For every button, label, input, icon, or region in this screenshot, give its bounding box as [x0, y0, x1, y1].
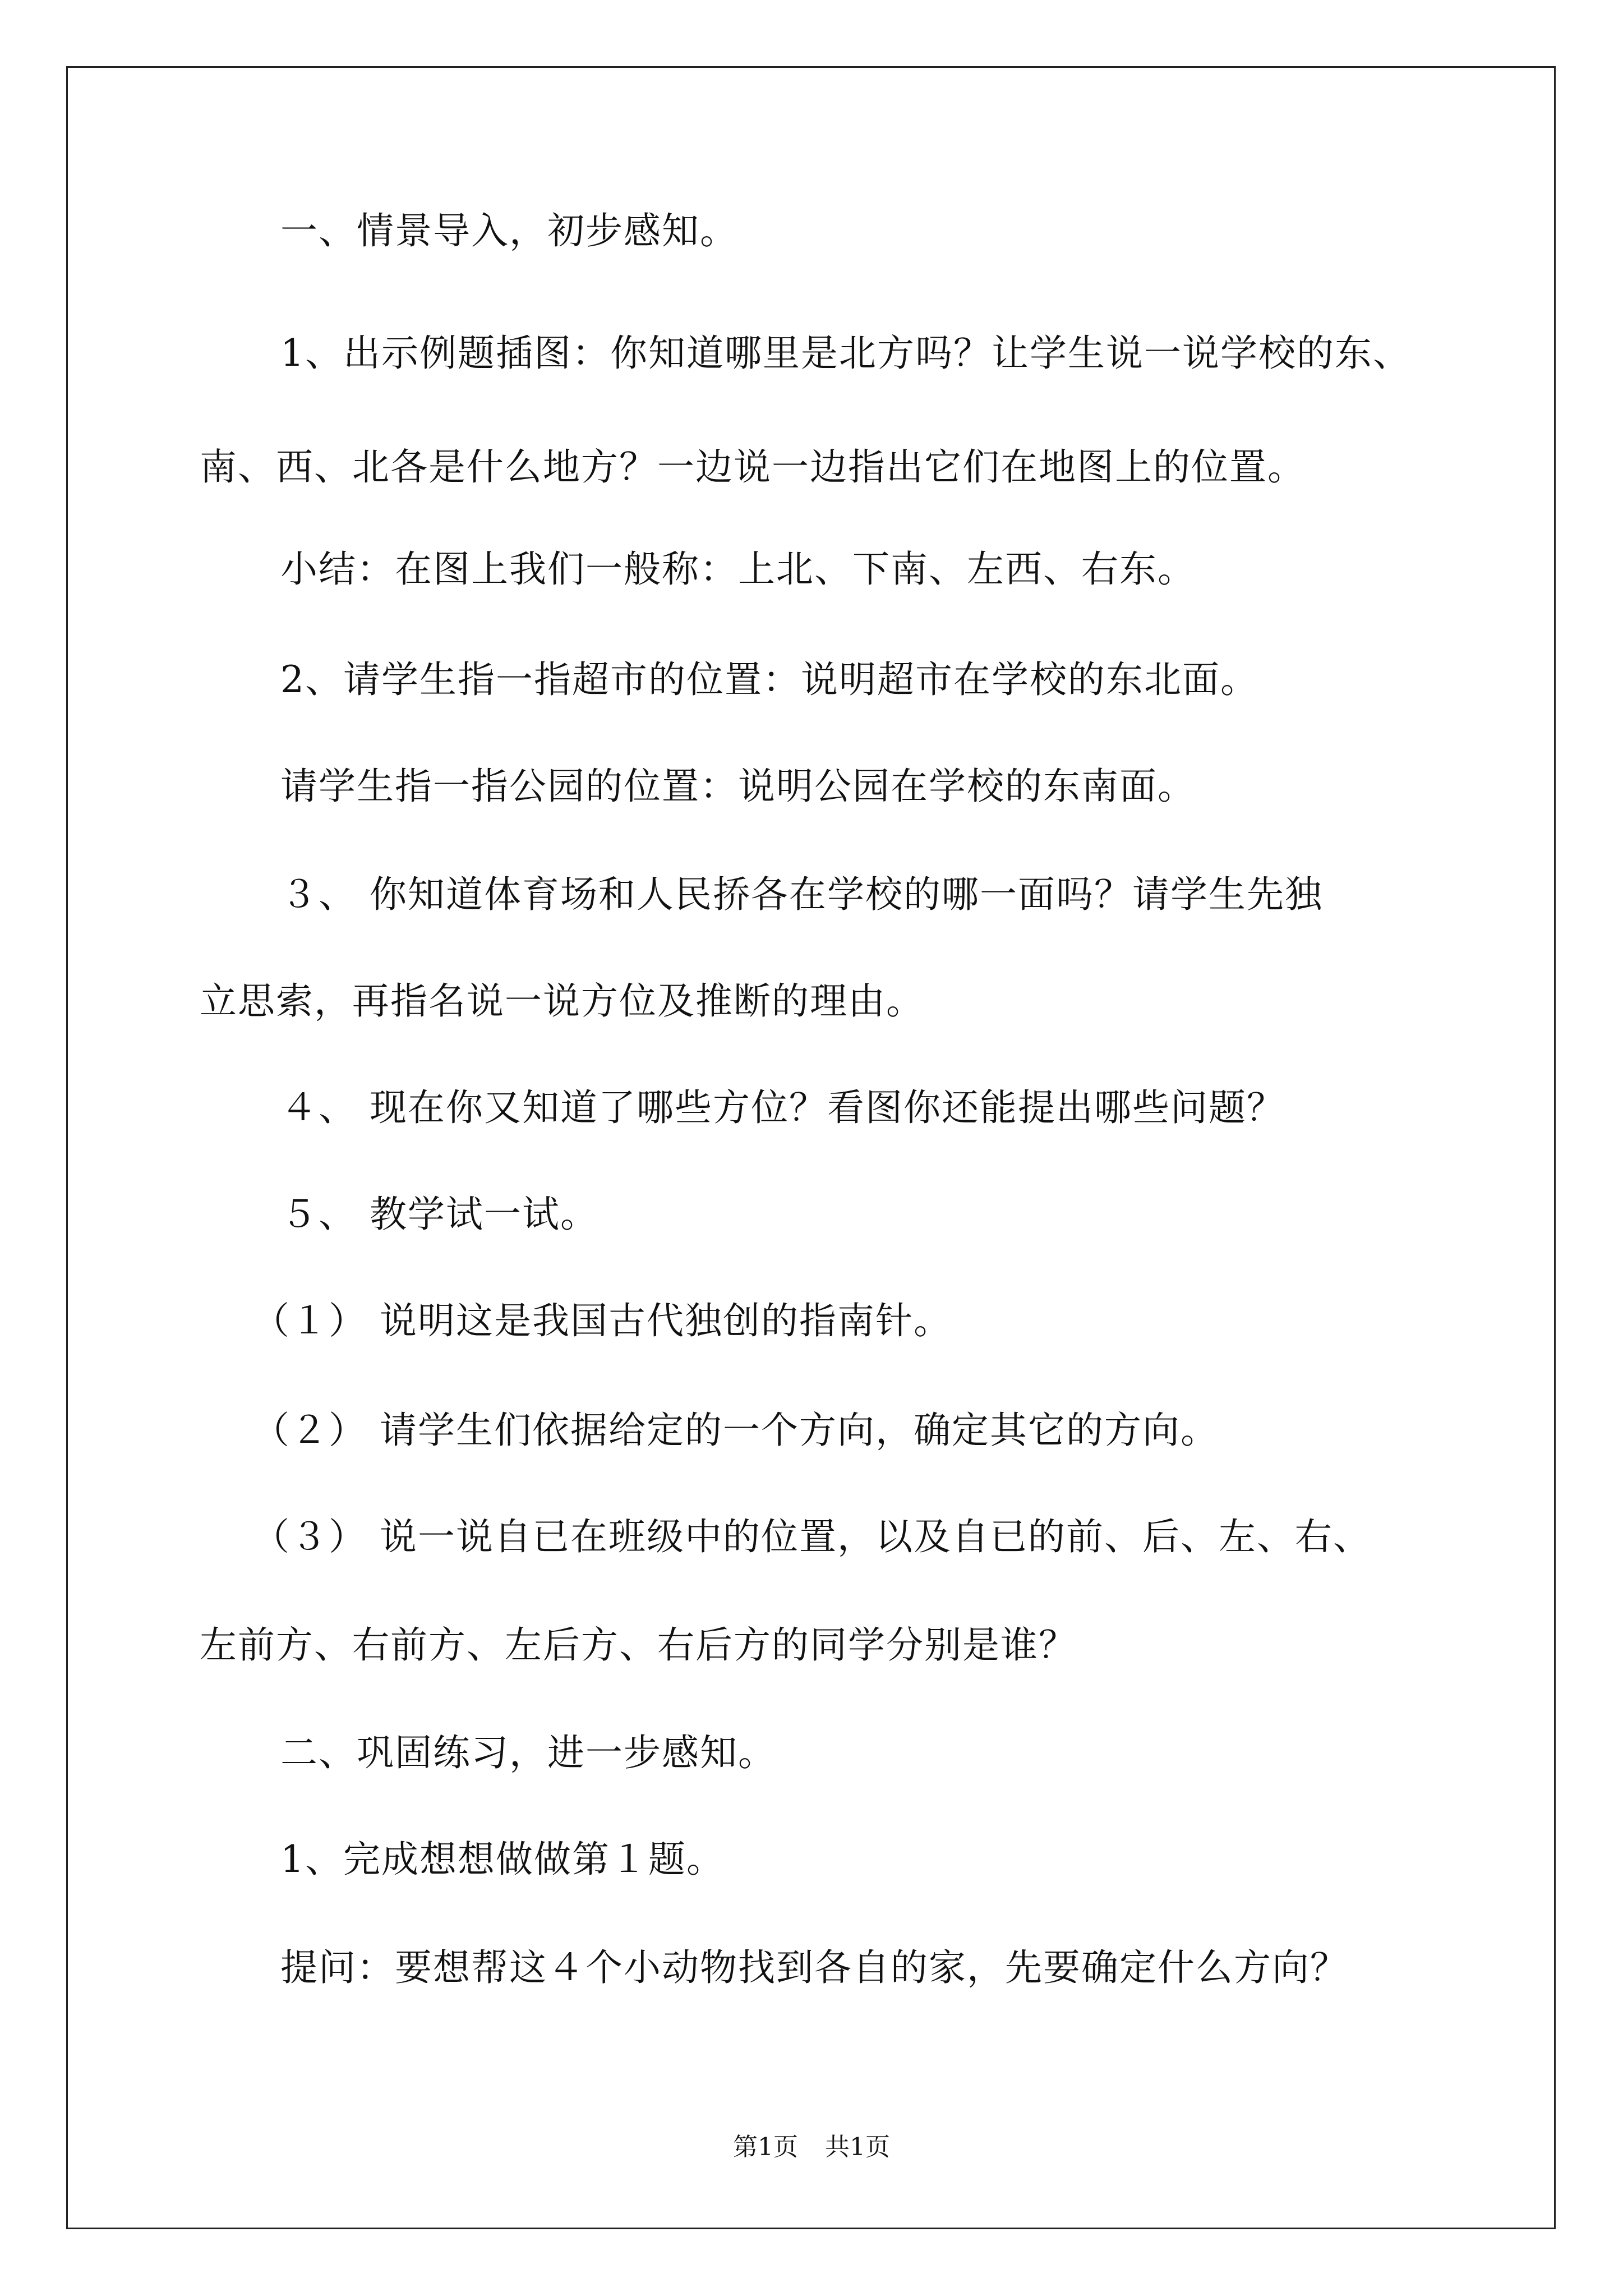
text-line: ４、 现在你又知道了哪些方位？看图你还能提出哪些问题？	[280, 1086, 1285, 1129]
text-line: （１） 说明这是我国古代独创的指南针。	[252, 1299, 952, 1342]
text-line: 请学生指一指公园的位置：说明公园在学校的东南面。	[280, 765, 1196, 808]
page-total: 共1页	[825, 2133, 890, 2161]
text-line: （３） 说一说自已在班级中的位置，以及自已的前、后、左、右、	[252, 1515, 1371, 1558]
text-line: 左前方、右前方、左后方、右后方的同学分别是谁？	[200, 1623, 1077, 1667]
text-line: 立思索，再指名说一说方位及推断的理由。	[200, 979, 924, 1023]
page-border	[66, 66, 1556, 2229]
text-line: 南、西、北各是什么地方？一边说一边指出它们在地图上的位置。	[200, 445, 1306, 489]
text-line: ３、 你知道体育场和人民挢各在学校的哪一面吗？请学生先独	[280, 873, 1323, 916]
text-line: 一、情景导入，初步感知。	[280, 209, 738, 252]
text-line: 二、巩固练习，进一步感知。	[280, 1731, 776, 1774]
text-line: 小结：在图上我们一般称：上北、下南、左西、右东。	[280, 547, 1196, 591]
text-line: ５、 教学试一试。	[280, 1193, 598, 1236]
text-line: 提问：要想帮这４个小动物找到各自的家，先要确定什么方向？	[280, 1946, 1348, 1989]
text-line: 1、出示例题插图：你知道哪里是北方吗？让学生说一说学校的东、	[280, 332, 1411, 375]
text-line: （２） 请学生们依据给定的一个方向，确定其它的方向。	[252, 1409, 1219, 1452]
text-line: 2、请学生指一指超市的位置：说明超市在学校的东北面。	[280, 658, 1258, 701]
page-footer	[0, 2131, 1623, 2164]
page-number: 第1页	[733, 2133, 798, 2161]
text-line: 1、完成想想做做第１题。	[280, 1838, 725, 1881]
